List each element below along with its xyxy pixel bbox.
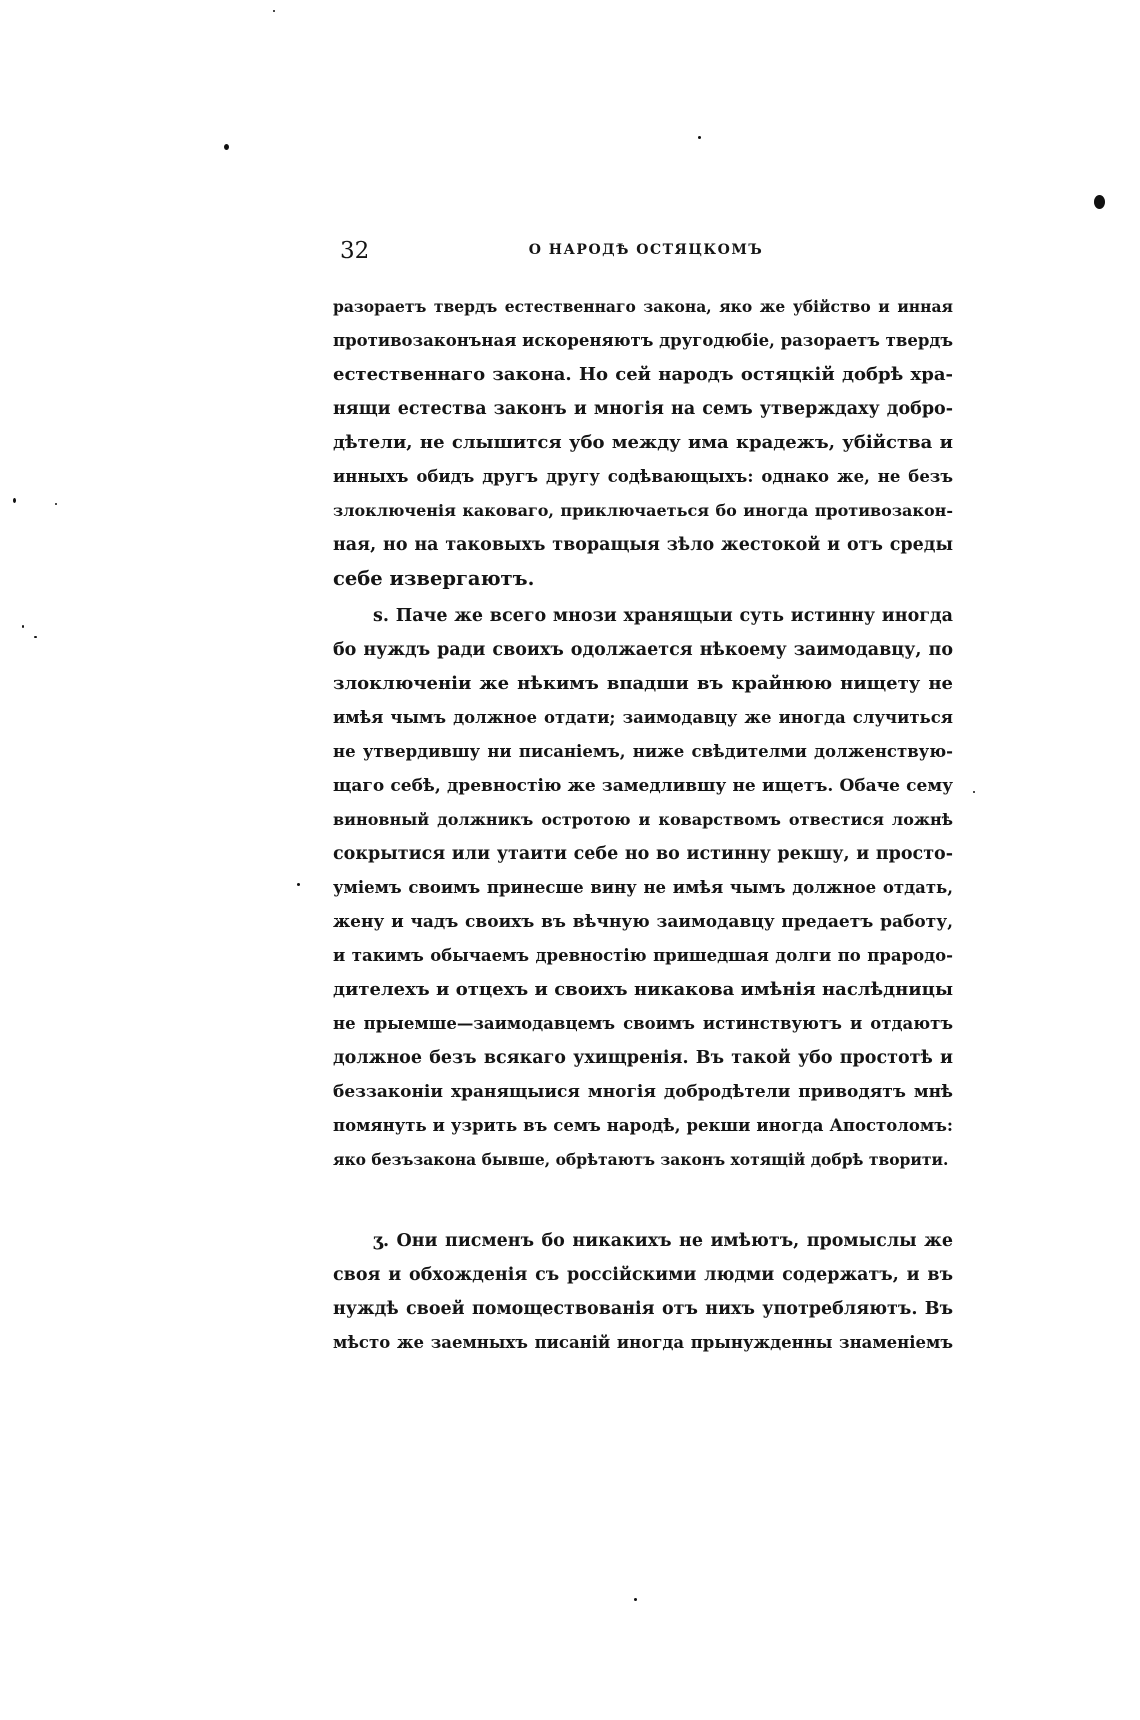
scan-speck	[297, 883, 300, 886]
text-line: себе извергаютъ.	[333, 567, 535, 590]
scan-speck	[973, 791, 975, 793]
running-title: О НАРОДѢ ОСТЯЦКОМЪ	[528, 242, 764, 258]
text-line: бо нуждъ ради своихъ одолжается нѣкоему заимодавцу, по	[333, 640, 953, 660]
scan-speck	[273, 10, 275, 12]
text-line: не утвердившу ни писаніемъ, ниже свѣдителми долженствую-	[333, 742, 953, 761]
text-line: должное безъ всякаго ухищренія. Въ такой убо простотѣ и	[333, 1048, 953, 1068]
text-line: злоключеніи же нѣкимъ впадши въ крайнюю нищету не	[333, 673, 953, 694]
scan-speck	[13, 498, 16, 503]
text-line: ӡ. Они писменъ бо никакихъ не имѣютъ, промыслы же	[373, 1231, 953, 1251]
text-line: нящи естества законъ и многія на семъ утверждаху добро-	[333, 399, 953, 419]
text-line: ная, но на таковыхъ творащыя зѣло жестокой и отъ среды	[333, 535, 953, 555]
text-line: сокрытися или утаити себе но во истинну рекшу, и просто-	[333, 844, 953, 864]
text-line: имѣя чымъ должное отдати; заимодавцу же иногда случиться	[333, 708, 953, 727]
text-line: разораетъ твердъ естественнаго закона, яко же убійство и инная	[333, 297, 953, 316]
scan-speck	[698, 136, 701, 139]
text-line: яко безъзакона бывше, обрѣтаютъ законъ хотящій добрѣ творити.	[333, 1150, 949, 1169]
text-line: виновный должникъ остротою и коварствомъ отвестися ложнѣ	[333, 810, 953, 829]
scan-speck	[22, 625, 24, 628]
text-line: беззаконіи хранящыися многія добродѣтели приводятъ мнѣ	[333, 1082, 953, 1102]
text-line: нуждѣ своей помоществованія отъ нихъ употребляютъ. Въ	[333, 1299, 953, 1319]
scan-speck	[1094, 195, 1105, 209]
text-line: инныхъ обидъ другъ другу содѣвающыхъ: однако же, не безъ	[333, 467, 953, 486]
scan-speck	[34, 636, 37, 638]
text-line: дѣтели, не слышится убо между има крадежъ, убійства и	[333, 432, 953, 453]
text-line: ѕ. Паче же всего мнози хранящыи суть истинну иногда	[373, 606, 953, 626]
text-line: жену и чадъ своихъ въ вѣчную заимодавцу предаетъ работу,	[333, 912, 953, 932]
text-line: уміемъ своимъ принесше вину не имѣя чымъ должное отдать,	[333, 878, 953, 897]
text-line: щаго себѣ, древностію же замедлившу не ищетъ. Обаче сему	[333, 776, 953, 796]
text-line: помянуть и узрить въ семъ народѣ, рекши иногда Апостоломъ:	[333, 1116, 953, 1135]
scan-speck	[634, 1598, 637, 1601]
text-line: дителехъ и отцехъ и своихъ никакова имѣнія наслѣдницы	[333, 979, 953, 1000]
text-line: не прыемше—заимодавцемъ своимъ истинствуютъ и отдаютъ	[333, 1014, 953, 1033]
text-line: естественнаго закона. Но сей народъ остяцкій добрѣ хра-	[333, 364, 953, 385]
scan-speck	[55, 503, 57, 505]
scan-speck	[224, 144, 229, 150]
page-header	[340, 238, 952, 268]
page-number: 32	[340, 238, 370, 264]
text-line: противозаконъная искореняютъ другодюбіе, разораетъ твердъ	[333, 331, 953, 350]
text-line: злоключенія каковаго, приключаеться бо иногда противозакон-	[333, 501, 953, 520]
text-line: и такимъ обычаемъ древностію пришедшая долги по прародо-	[333, 946, 953, 965]
text-line: своя и обхожденія съ россійскими людми содержатъ, и въ	[333, 1265, 953, 1285]
text-line: мѣсто же заемныхъ писаній иногда прынужденны знаменіемъ	[333, 1333, 953, 1352]
